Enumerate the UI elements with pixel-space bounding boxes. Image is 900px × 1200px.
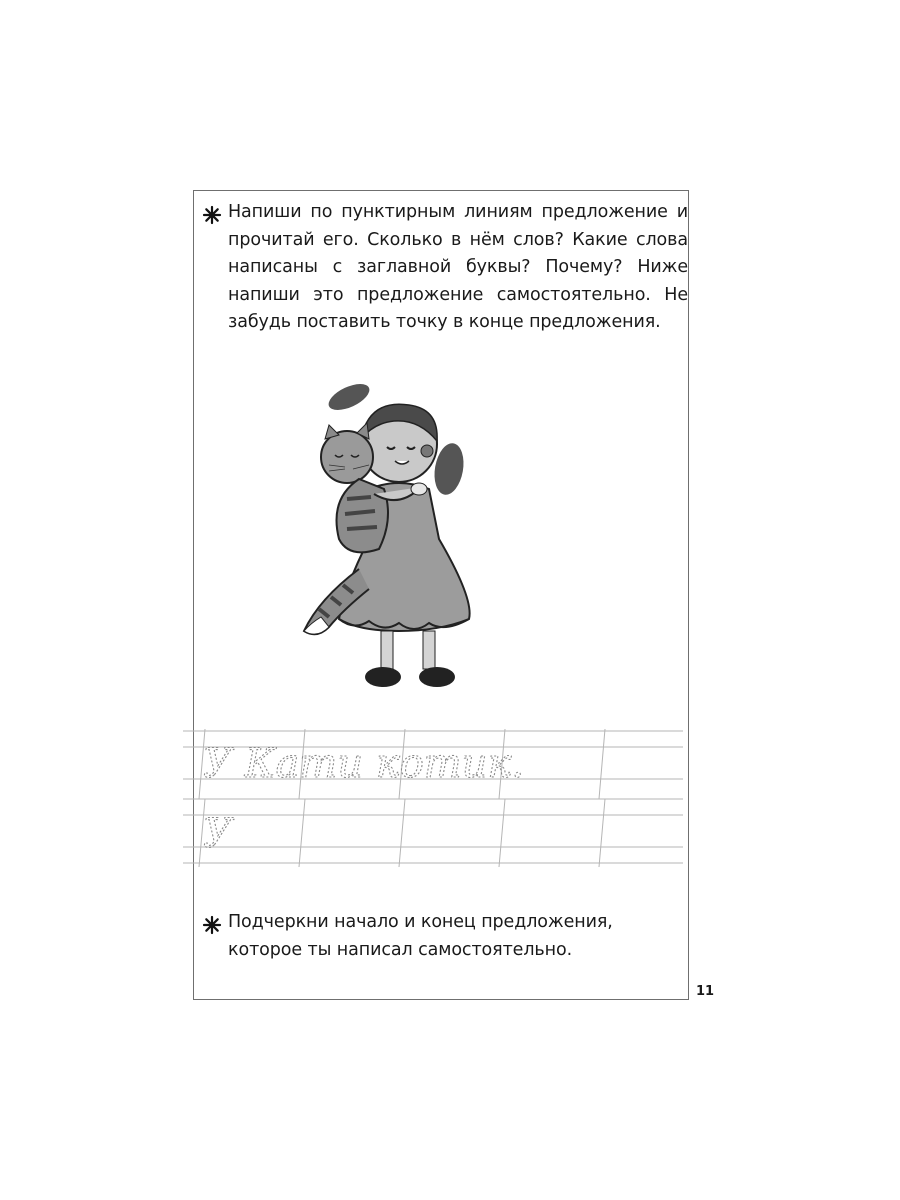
workbook-page [193,190,689,1000]
dotted-sentence-to-trace: У Кати котик. [203,741,525,787]
task-2 [202,909,688,964]
girl-hugging-cat-illustration [299,369,499,709]
copybook-writing-lines [183,729,683,869]
dotted-second-line-start: У [203,811,232,857]
task-2-instruction: Подчеркни начало и конец предложения, которое ты написал самостоятельно. [228,912,613,960]
task-1-instruction: Напиши по пунктирным линиям предложение и прочитай его. Сколько в нём слов? Какие слова написаны с заглавной буквы? Почему? Ниже напиши это предложение самостоятельно. Не забудь поставить точку в конце предложения. [228,202,688,332]
page-number: 11 [696,984,715,999]
star-bullet-icon [202,915,222,935]
star-bullet-icon [202,205,222,225]
task-1 [202,199,688,337]
